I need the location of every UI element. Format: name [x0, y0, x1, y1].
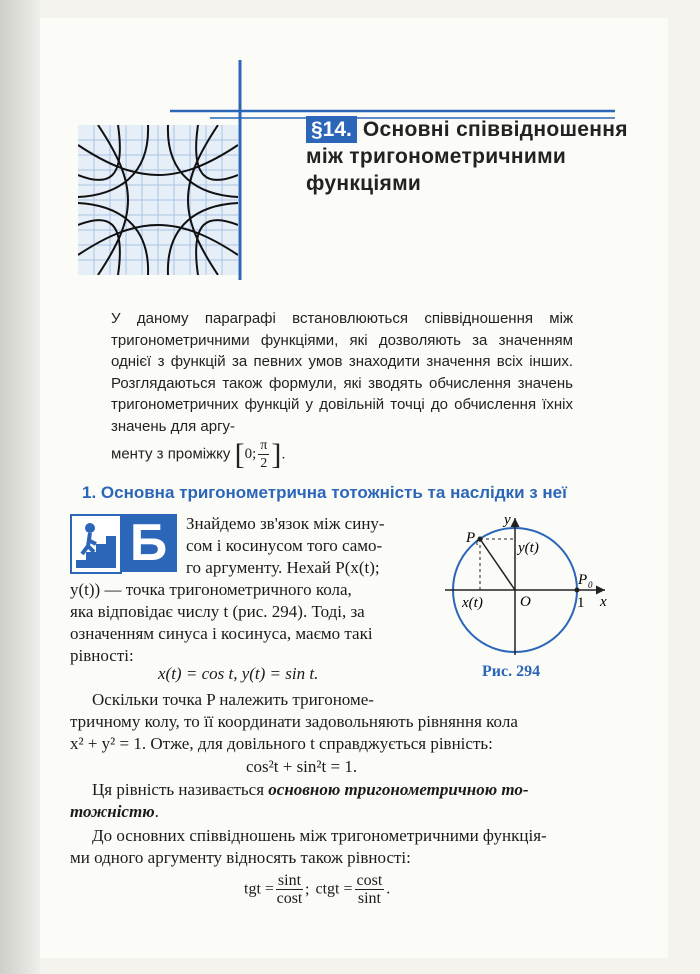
- title-line-2: між тригонометричними: [306, 145, 567, 168]
- body-line: рівності:: [70, 646, 134, 665]
- intro-last-line: менту з проміжку: [111, 445, 231, 463]
- intro-paragraph: [111, 308, 573, 472]
- body-line: тожністю.: [70, 802, 159, 821]
- body-line: y(t)) — точка тригонометричного кола,: [70, 580, 352, 599]
- emphasized-term: основною тригонометричною то-: [268, 780, 529, 799]
- interval-end: .: [281, 445, 286, 463]
- level-letter: Б: [120, 514, 177, 572]
- body-line: Ця рівність називається основною тригонометричною то-: [92, 780, 529, 799]
- stairs-icon: [70, 514, 122, 574]
- body-line: До основних співвідношень між тригонометричними функція-: [92, 826, 547, 845]
- emphasized-term-end: тожністю: [70, 802, 155, 821]
- label-pt: P: [466, 530, 476, 546]
- label-pt-sub: t: [476, 537, 479, 547]
- intro-text: У даному параграфі встановлюються співвідношення між тригонометричними функціями, які дозволяють за значенням однієї з функцій за певних умов знаходити значення всіх інших. Розглядаються також формули, які зводять обчислення значень тригонометричних функцій у довільній точці до обчислення їхніх значень для аргу-: [111, 310, 573, 435]
- label-one: 1: [577, 595, 585, 611]
- label-xt: x(t): [462, 595, 483, 611]
- body-line: тричному колу, то її координати задовольняють рівняння кола: [70, 712, 518, 731]
- formula-tg-ctg: tgt = $\frac{\sin t}{\cos t}$ ; ctgt = $\frac{\cos t}{\sin t}$ .: [244, 872, 391, 907]
- label-p0-sub: 0: [588, 580, 593, 590]
- unit-circle-figure: [440, 510, 620, 660]
- label-origin: O: [520, 594, 531, 610]
- label-yt: y(t): [518, 540, 539, 556]
- interval-left: 0;: [244, 445, 257, 462]
- body-line: x² + y² = 1. Отже, для довільного t справджується рівність:: [70, 734, 493, 753]
- pi-over-two: $\frac{\pi}{2}$: [260, 438, 268, 471]
- body-line: яка відповідає числу t (рис. 294). Тоді, за: [70, 602, 365, 621]
- title-line-1: Основні співвідношення: [362, 118, 628, 141]
- left-bracket: [: [234, 437, 245, 471]
- body-line: Знайдемо зв'язок між сину-: [186, 514, 385, 533]
- section-heading: 1. Основна тригонометрична тотожність та наслідки з неї: [82, 483, 567, 502]
- body-line: ми одного аргументу відносять також рівності:: [70, 848, 411, 867]
- page-title: [306, 116, 636, 197]
- body-line: сом і косинусом того само-: [186, 536, 383, 555]
- right-bracket: ]: [271, 437, 282, 471]
- formula-xy: x(t) = cos t, y(t) = sin t.: [158, 664, 319, 683]
- title-line-3: функціями: [306, 172, 422, 195]
- body-line: Оскільки точка P належить тригономе-: [92, 690, 374, 709]
- tg-fraction: $\frac{\sin t}{\cos t}$: [276, 872, 303, 907]
- figure-caption: Рис. 294: [482, 663, 541, 680]
- body-line: го аргументу. Нехай P(x(t);: [186, 558, 380, 577]
- body-line: означенням синуса і косинуса, маємо такі: [70, 624, 373, 643]
- label-y: y: [504, 512, 511, 528]
- level-badge: [70, 514, 177, 574]
- label-x: x: [600, 594, 607, 610]
- section-number: §14.: [306, 116, 357, 143]
- book-binding-shadow: [0, 0, 40, 974]
- label-p0: P: [578, 572, 588, 588]
- formula-identity: cos²t + sin²t = 1.: [246, 757, 358, 776]
- ctg-fraction: $\frac{\cos t}{\sin t}$: [356, 872, 383, 907]
- hyperbola-grid-illustration: [78, 125, 238, 275]
